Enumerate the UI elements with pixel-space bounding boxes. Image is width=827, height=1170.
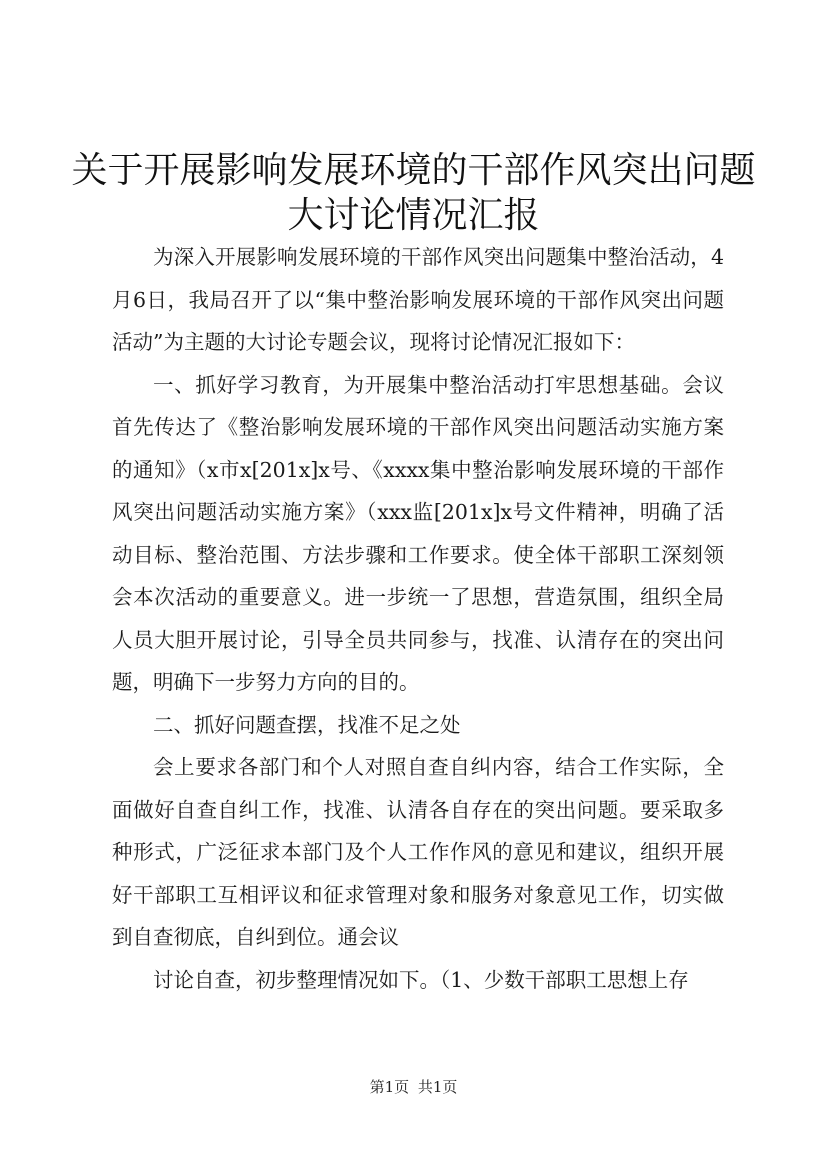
document-title: 关于开展影响发展环境的干部作风突出问题大讨论情况汇报 (71, 150, 756, 236)
page-total: 共1页 (417, 1078, 458, 1096)
document-body (112, 236, 724, 1001)
paragraph-intro: 为深入开展影响发展环境的干部作风突出问题集中整治活动，4月6日，我局召开了以“集中整治影响发展环境的干部作风突出问题活动”为主题的大讨论专题会议，现将讨论情况汇报如下： (112, 245, 724, 354)
paragraph-section-1: 一、抓好学习教育，为开展集中整治活动打牢思想基础。会议首先传达了《整治影响发展环境的干部作风突出问题活动实施方案的通知》（x市x[201x]x号、《xxxx集中整治影响发展环境的干部作风突出问题活动实施方案》（xxx监[201x]x号文件精神，明确了活动目标、整治范围、方法步骤和工作要求。使全体干部职工深刻领会本次活动的重要意义。进一步统一了思想，营造氛围，组织全局人员大胆开展讨论，引导全员共同参与，找准、认清存在的突出问题，明确下一步努力方向的目的。 (112, 372, 724, 694)
page-number: 第1页 (369, 1078, 410, 1096)
paragraph-discussion: 讨论自查，初步整理情况如下。（1、少数干部职工思想上存 (153, 967, 689, 992)
page-footer (0, 1077, 827, 1097)
section-2-heading: 二、抓好问题查摆，找准不足之处 (153, 712, 461, 737)
paragraph-section-2: 会上要求各部门和个人对照自查自纠内容，结合工作实际，全面做好自查自纠工作，找准、认清各自存在的突出问题。要采取多种形式，广泛征求本部门及个人工作作风的意见和建议，组织开展好干部职工互相评议和征求管理对象和服务对象意见工作，切实做到自查彻底，自纠到位。通会议 (112, 755, 724, 949)
